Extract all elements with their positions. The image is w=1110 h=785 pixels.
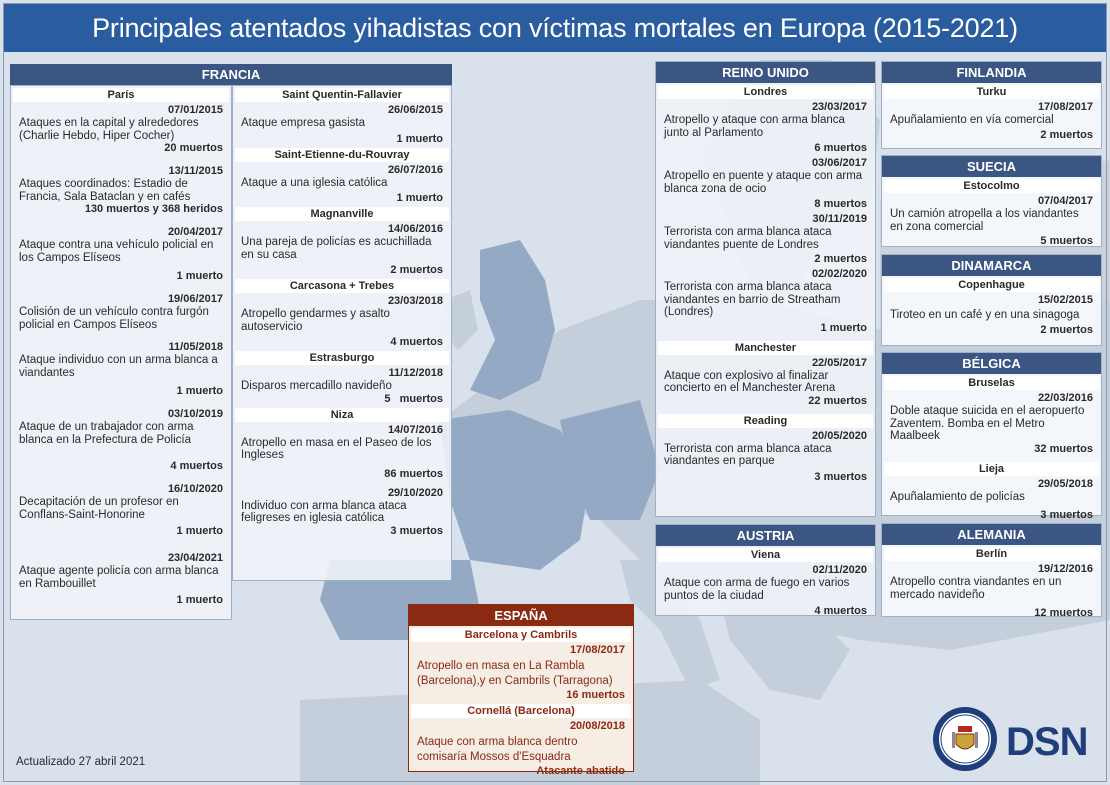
panel-espana (408, 604, 634, 777)
event-victims: 1 muerto (176, 270, 223, 282)
event-description: Ataque agente policía con arma blanca en Rambouillet (19, 565, 219, 590)
city-label: Barcelona y Cambrils (411, 628, 631, 642)
event-description: Tiroteo en un café y en una sinagoga (890, 309, 1080, 321)
event-victims: 4 muertos (390, 336, 443, 348)
panel-finlandia (881, 61, 1102, 149)
country-header-alemania: ALEMANIA (882, 524, 1101, 545)
event (11, 550, 231, 607)
city-label: Bruselas (884, 376, 1099, 390)
event-description: Ataque contra una vehículo policial en los Campos Elíseos (19, 239, 214, 264)
event-date: 14/07/2016 (387, 423, 443, 436)
event (11, 224, 231, 283)
country-header-espana: ESPAÑA (409, 605, 633, 626)
event (233, 293, 451, 349)
country-header-dinamarca: DINAMARCA (882, 255, 1101, 276)
event-description: Ataque con explosivo al finalizar concierto en el Manchester Arena (664, 369, 836, 394)
event-description: Atropello en masa en La Rambla (Barcelona),y en Cambrils (Tarragona) (417, 660, 613, 687)
event (882, 476, 1101, 523)
event-date: 11/12/2018 (388, 367, 443, 379)
event-victims: 16 muertos (566, 689, 625, 701)
event-date: 14/06/2016 (387, 223, 443, 235)
country-header-suecia: SUECIA (882, 156, 1101, 177)
event-victims: 1 muerto (176, 594, 223, 606)
event-description: Apuñalamiento en vía comercial (890, 114, 1054, 126)
event-date: 26/06/2015 (387, 104, 443, 116)
event-victims: 22 muertos (808, 394, 867, 407)
event (233, 221, 451, 277)
country-header-francia: FRANCIA (10, 64, 452, 85)
city-label: Manchester (658, 341, 873, 355)
event-date: 11/05/2018 (168, 341, 223, 353)
event-victims: 1 muerto (820, 321, 867, 334)
event-description: Colisión de un vehículo contra furgón policial en Campos Elíseos (19, 306, 209, 331)
event-date: 22/03/2016 (1037, 392, 1093, 404)
event-victims: 32 muertos (1034, 442, 1093, 455)
event-victims: 6 muertos (814, 142, 867, 154)
city-label: Copenhague (884, 278, 1099, 292)
event (11, 339, 231, 398)
event-description: Terrorista con arma blanca ataca viandantes en barrio de Streatham (Londres) (664, 281, 841, 318)
event-description: Ataques coordinados: Estadio de Francia, Sala Bataclan y en cafés (19, 178, 191, 203)
event-description: Ataque a una iglesia católica (241, 176, 388, 189)
panel-dinamarca (881, 254, 1102, 346)
event-description: Terrorista con arma blanca ataca viandantes en parque (664, 442, 832, 467)
city-label: Londres (658, 85, 873, 99)
city-label: Saint Quentin-Fallavier (235, 88, 449, 102)
event (656, 211, 875, 266)
country-header-belgica: BÉLGICA (882, 353, 1101, 374)
event-date: 16/10/2020 (167, 483, 223, 495)
event-date: 02/02/2020 (811, 268, 867, 280)
event (11, 102, 231, 155)
event-description: Ataque individuo con un arma blanca a viandantes (19, 354, 218, 379)
panel-francia (8, 62, 452, 622)
event (656, 99, 875, 155)
event (11, 291, 231, 331)
event (656, 355, 875, 408)
event-description: Ataque de un trabajador con arma blanca en la Prefectura de Policía (19, 421, 194, 446)
francia-col-others (232, 85, 452, 581)
event (656, 428, 875, 484)
event-victims: 3 muertos (1040, 509, 1093, 521)
event-victims: 1 muerto (396, 192, 443, 204)
event-date: 03/06/2017 (811, 157, 867, 169)
event-description: Atropello en puente y ataque con arma blanca zona de ocio (664, 170, 863, 195)
city-label: París (13, 88, 229, 102)
panel-suecia (881, 155, 1102, 247)
event-date: 23/04/2021 (167, 552, 223, 564)
event (11, 481, 231, 538)
city-label: Viena (658, 548, 873, 562)
event-date: 19/12/2016 (1037, 563, 1093, 575)
event-description: Doble ataque suicida en el aeropuerto Zaventem. Bomba en el Metro Maalbeek (890, 405, 1085, 442)
event-date: 30/11/2019 (812, 213, 867, 225)
city-label: Niza (235, 408, 449, 422)
event-victims: 86 muertos (384, 467, 443, 480)
event-date: 17/08/2017 (1037, 101, 1093, 113)
event-date: 23/03/2017 (811, 101, 867, 113)
event-description: Una pareja de policías es acuchillada en su casa (241, 236, 432, 261)
event-victims: 1 muerto (176, 385, 223, 397)
event (656, 562, 875, 618)
event-victims: 5 muertos (1040, 235, 1093, 247)
event-date: 20/08/2018 (569, 720, 625, 732)
event-victims: 8 muertos (814, 198, 867, 210)
event (233, 422, 451, 481)
dsn-logo-text: DSN (1006, 720, 1088, 764)
event-date: 13/11/2015 (168, 165, 223, 177)
country-header-austria: AUSTRIA (656, 525, 875, 546)
city-label: Magnanville (235, 207, 449, 221)
event-date: 03/10/2019 (167, 408, 223, 420)
event-date: 17/08/2017 (569, 644, 625, 656)
event-description: Ataque con arma blanca dentro comisaría Mossos d'Esquadra (417, 736, 578, 763)
event (882, 99, 1101, 142)
event-description: Ataque empresa gasista (241, 117, 366, 129)
country-header-finlandia: FINLANDIA (882, 62, 1101, 83)
event (656, 155, 875, 211)
event (11, 406, 231, 473)
updated-date: Actualizado 27 abril 2021 (16, 756, 146, 768)
event-date: 23/03/2018 (387, 295, 443, 307)
event-victims: 2 muertos (814, 253, 867, 265)
panel-austria (655, 524, 876, 616)
event-victims: 2 muertos (1040, 323, 1093, 336)
event-description: Atropello y ataque con arma blanca junto al Parlamento (664, 114, 845, 139)
city-label: Carcasona + Trebes (235, 279, 449, 293)
event (882, 390, 1101, 456)
event (11, 163, 231, 216)
event (409, 718, 633, 778)
city-label: Reading (658, 414, 873, 428)
event (882, 292, 1101, 337)
event-date: 20/05/2020 (811, 429, 867, 442)
event-date: 20/04/2017 (167, 226, 223, 238)
event (233, 162, 451, 206)
event-victims: 1 muerto (176, 525, 223, 537)
event-description: Terrorista con arma blanca ataca viandantes puente de Londres (664, 226, 832, 251)
francia-col-paris (10, 85, 232, 620)
event-victims: 5 muertos (384, 392, 443, 405)
city-label: Saint-Etienne-du-Rouvray (235, 148, 449, 162)
event (882, 193, 1101, 248)
city-label: Turku (884, 85, 1099, 99)
event-date: 02/11/2020 (812, 564, 867, 576)
event-victims: 12 muertos (1034, 607, 1093, 619)
event-description: Disparos mercadillo navideño (241, 380, 392, 392)
event-date: 29/05/2018 (1037, 477, 1093, 490)
country-header-reino-unido: REINO UNIDO (656, 62, 875, 83)
event (882, 561, 1101, 620)
event-victims: 2 muertos (390, 264, 443, 276)
event-description: Ataque con arma de fuego en varios puntos de la ciudad (664, 577, 850, 602)
national-seal-icon (932, 706, 998, 772)
event-victims: 2 muertos (1040, 128, 1093, 141)
city-label: Estocolmo (884, 179, 1099, 193)
city-label: Cornellá (Barcelona) (411, 704, 631, 718)
event-date: 22/05/2017 (811, 356, 867, 369)
event (233, 102, 451, 146)
event-date: 07/01/2015 (167, 104, 223, 116)
event-description: Un camión atropella a los viandantes en zona comercial (890, 208, 1079, 233)
event (233, 485, 451, 538)
event-description: Atropello gendarmes y asalto autoservicio (241, 308, 390, 333)
event-date: 07/04/2017 (1037, 195, 1093, 207)
event-date: 26/07/2016 (387, 163, 443, 176)
panel-reino-unido (655, 61, 876, 517)
event-description: Decapitación de un profesor en Conflans-Saint-Honorine (19, 496, 179, 521)
event (409, 642, 633, 702)
event-victims: 3 muertos (814, 470, 867, 483)
event-date: 15/02/2015 (1037, 294, 1093, 306)
event-victims: Atacante abatido (536, 765, 625, 777)
event (656, 266, 875, 335)
event-victims: 4 muertos (814, 605, 867, 617)
event-description: Individuo con arma blanca ataca feligreses en iglesia católica (241, 499, 407, 524)
event-victims: 4 muertos (170, 460, 223, 472)
event-victims: 1 muerto (396, 132, 443, 145)
city-label: Berlín (884, 547, 1099, 561)
city-label: Lieja (884, 462, 1099, 476)
event-victims: 3 muertos (390, 524, 443, 537)
panel-alemania (881, 523, 1102, 617)
event-date: 19/06/2017 (167, 293, 223, 305)
event-description: Apuñalamiento de policías (890, 490, 1025, 503)
panel-belgica (881, 352, 1102, 521)
event-description: Atropello en masa en el Paseo de los Ingleses (241, 436, 432, 461)
event-description: Ataques en la capital y alrededores (Charlie Hebdo, Hiper Cocher) (19, 117, 199, 142)
event (233, 365, 451, 406)
page-title: Principales atentados yihadistas con víctimas mortales en Europa (2015-2021) (4, 4, 1106, 52)
event-date: 29/10/2020 (387, 486, 443, 499)
event-victims: 130 muertos y 368 heridos (84, 203, 223, 215)
event-victims: 20 muertos (164, 142, 223, 154)
event-description: Atropello contra viandantes en un mercado navideño (890, 576, 1062, 601)
city-label: Estrasburgo (235, 351, 449, 365)
